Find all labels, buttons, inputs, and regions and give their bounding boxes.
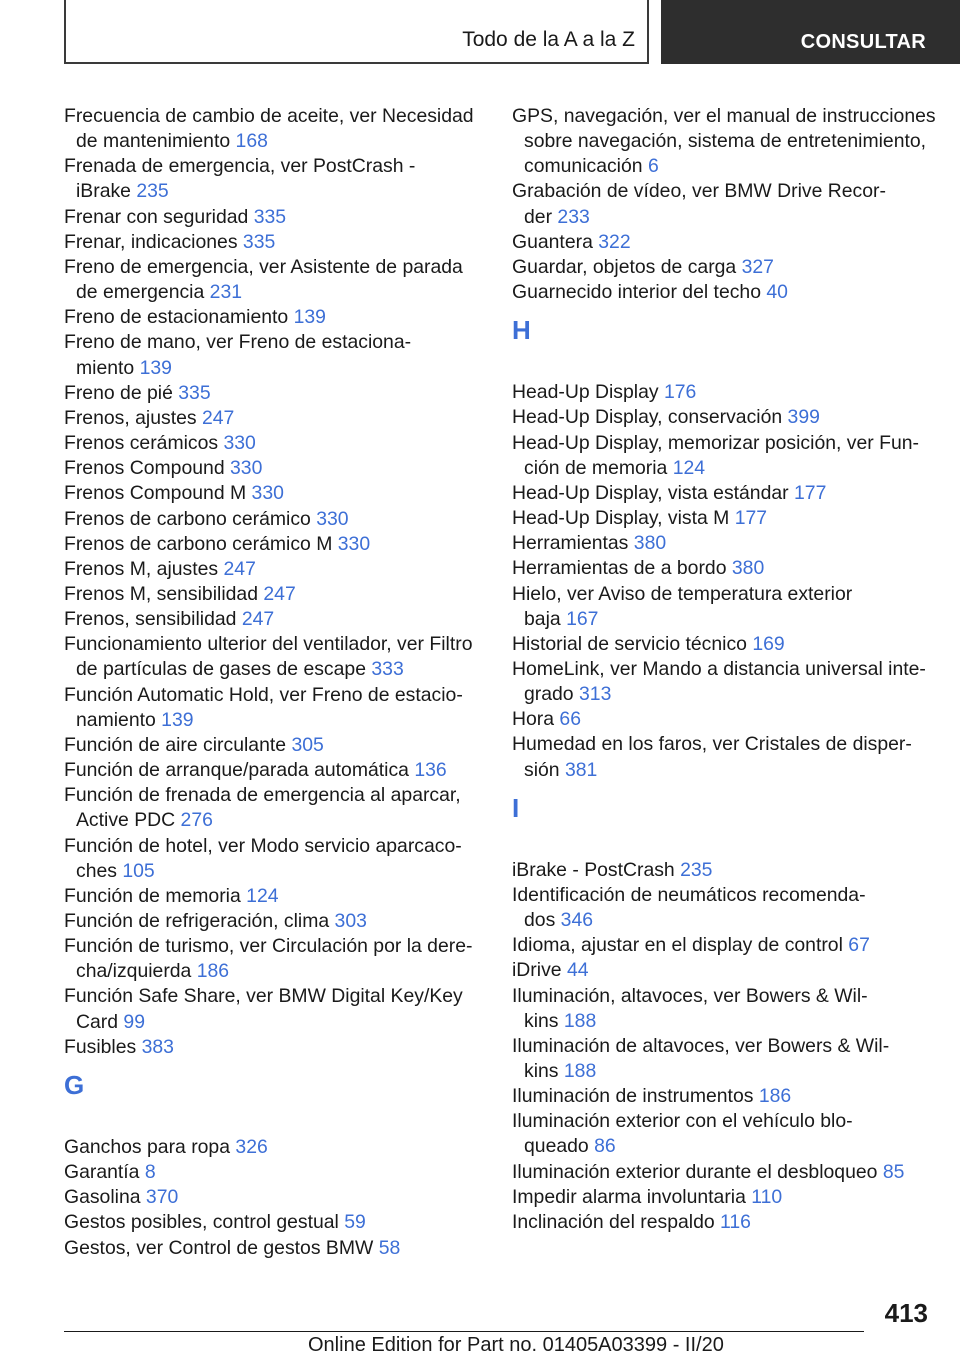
- page-reference-link[interactable]: 335: [253, 205, 287, 228]
- index-entry-text: Head-Up Display, vista estándar: [512, 481, 789, 504]
- index-entry: [64, 1236, 504, 1261]
- index-entry: [512, 883, 952, 933]
- index-entry: [512, 707, 952, 732]
- page-reference-link[interactable]: 322: [598, 230, 631, 253]
- index-entry: [64, 205, 504, 230]
- index-entry-text: Head-Up Display: [512, 381, 659, 404]
- page-reference-link[interactable]: 44: [566, 959, 589, 982]
- page-reference-link[interactable]: 67: [848, 934, 870, 957]
- index-entry-text: Iluminación exterior durante el desbloqueo: [512, 1160, 878, 1183]
- page-reference-link[interactable]: 139: [139, 356, 172, 379]
- page-reference-link[interactable]: 383: [141, 1035, 174, 1058]
- index-entry-text: Freno de pié: [64, 381, 173, 404]
- page-reference-link[interactable]: 169: [752, 632, 785, 655]
- index-entry: [64, 481, 504, 506]
- page-reference-link[interactable]: 247: [263, 582, 296, 605]
- page-reference-link[interactable]: 40: [766, 281, 788, 304]
- index-entry-text: Frenos cerámicos: [64, 432, 219, 455]
- index-entry: [512, 104, 952, 179]
- index-entry-text: Hielo, ver Aviso de temperatura exterior: [512, 582, 853, 605]
- index-entry-continuation: de partículas de gases de escape: [76, 658, 366, 681]
- index-entry: [512, 380, 952, 405]
- page-reference-link[interactable]: 380: [633, 532, 667, 555]
- index-entry-continuation: dos: [524, 909, 556, 932]
- index-entry-text: Head-Up Display, vista M: [512, 507, 730, 530]
- footer-divider: [64, 1331, 864, 1332]
- index-entry: [512, 531, 952, 556]
- index-entry-text: Iluminación de instrumentos: [512, 1085, 754, 1108]
- page-reference-link[interactable]: 330: [337, 532, 371, 555]
- index-entry: [64, 456, 504, 481]
- page-reference-link[interactable]: 139: [161, 708, 194, 731]
- index-entry-text: iBrake - PostCrash: [512, 858, 675, 881]
- index-entry-continuation: Active PDC: [76, 809, 176, 832]
- page-reference-link[interactable]: 86: [594, 1135, 616, 1158]
- page-reference-link[interactable]: 247: [241, 608, 275, 631]
- index-entry-text: Freno de emergencia, ver Asistente de parada: [64, 255, 463, 278]
- index-entry: [64, 1210, 504, 1235]
- index-entry-text: Freno de estacionamiento: [64, 306, 289, 329]
- index-entry-continuation: Card: [76, 1010, 119, 1033]
- page-reference-link[interactable]: 66: [559, 708, 581, 731]
- page-reference-link[interactable]: 333: [371, 658, 404, 681]
- index-entry-text: Humedad en los faros, ver Cristales de disper-: [512, 733, 912, 756]
- page-reference-link[interactable]: 335: [242, 230, 276, 253]
- index-entry-text: Frenada de emergencia, ver PostCrash -: [64, 155, 416, 178]
- index-entry-text: Frenos Compound: [64, 457, 225, 480]
- footer-edition: Online Edition for Part no. 01405A03399 - II/20: [308, 1334, 724, 1356]
- index-entry-text: Frecuencia de cambio de aceite, ver Necesidad: [64, 105, 474, 127]
- index-entry-continuation: baja: [524, 607, 561, 630]
- index-entry-text: Historial de servicio técnico: [512, 632, 747, 655]
- index-entry: [64, 834, 504, 884]
- index-entry-continuation: ción de memoria: [524, 456, 668, 479]
- index-entry: [512, 1185, 952, 1210]
- index-entry-text: Frenar con seguridad: [64, 205, 249, 228]
- index-entry-text: Función de aire circulante: [64, 733, 287, 756]
- page-reference-link[interactable]: 99: [123, 1010, 145, 1033]
- index-entry: [512, 431, 952, 481]
- consultar-tab[interactable]: [661, 0, 960, 64]
- index-entry-text: iDrive: [512, 959, 562, 982]
- consultar-tab-label: CONSULTAR: [800, 31, 926, 53]
- page-reference-link[interactable]: 313: [579, 683, 612, 706]
- index-entry-continuation: sobre navegación, sistema de entretenimiento,: [524, 130, 927, 153]
- index-entry-text: Función de refrigeración, clima: [64, 910, 330, 932]
- index-entry-continuation: grado: [524, 683, 574, 706]
- index-entry: [64, 330, 504, 380]
- index-entry-text: Función de hotel, ver Modo servicio aparcaco-: [64, 834, 462, 857]
- page-reference-link[interactable]: 59: [344, 1211, 366, 1234]
- index-entry: [64, 154, 504, 204]
- index-entry-text: Head-Up Display, conservación: [512, 406, 783, 429]
- index-entry: [64, 1160, 504, 1185]
- index-column-right: [512, 104, 952, 1235]
- index-entry: [64, 381, 504, 406]
- page-reference-link[interactable]: 58: [378, 1236, 401, 1259]
- index-entry-text: Iluminación, altavoces, ver Bowers & Wil-: [512, 984, 868, 1007]
- index-entry-continuation: ches: [76, 859, 117, 882]
- page-reference-link[interactable]: 168: [235, 130, 268, 153]
- page-reference-link[interactable]: 85: [882, 1160, 905, 1183]
- page-reference-link[interactable]: 330: [230, 457, 263, 480]
- index-entry-text: Frenos M, ajustes: [64, 557, 219, 580]
- index-entry-text: Herramientas de a bordo: [512, 557, 727, 580]
- index-entry-continuation: kins: [524, 1009, 559, 1032]
- index-entry: [64, 305, 504, 330]
- page-header: [64, 0, 960, 66]
- index-entry: [512, 230, 952, 255]
- page-reference-link[interactable]: 335: [178, 381, 211, 404]
- index-entry: [512, 556, 952, 581]
- index-entry-text: Gestos posibles, control gestual: [64, 1211, 339, 1234]
- index-entry-text: Head-Up Display, memorizar posición, ver Fun-: [512, 431, 919, 454]
- index-entry: [64, 632, 504, 682]
- index-entry: [512, 255, 952, 280]
- index-entry-text: Funcionamiento ulterior del ventilador, ver Filtro: [64, 633, 473, 656]
- page-reference-link[interactable]: 110: [751, 1185, 783, 1208]
- index-entry: [512, 280, 952, 305]
- page-reference-link[interactable]: 8: [144, 1161, 156, 1184]
- page-reference-link[interactable]: 380: [731, 557, 765, 580]
- page-reference-link[interactable]: 136: [414, 759, 447, 782]
- index-entry: [512, 1084, 952, 1109]
- index-entry: [64, 431, 504, 456]
- index-entry-text: Ganchos para ropa: [64, 1135, 231, 1158]
- index-entry: [512, 657, 952, 707]
- page-reference-link[interactable]: 330: [316, 507, 349, 530]
- index-entry-text: Guardar, objetos de carga: [512, 255, 737, 278]
- section-tab-label: Todo de la A a la Z: [462, 28, 635, 51]
- page-reference-link[interactable]: 247: [223, 557, 256, 580]
- page-reference-link[interactable]: 188: [563, 1009, 597, 1032]
- page-reference-link[interactable]: 231: [209, 281, 243, 304]
- page-reference-link[interactable]: 186: [758, 1085, 792, 1108]
- index-entry: [64, 230, 504, 255]
- index-letter-heading: I: [512, 792, 520, 823]
- index-entry-text: Función de memoria: [64, 884, 241, 907]
- index-entry-text: Hora: [512, 708, 555, 731]
- index-entry: [64, 683, 504, 733]
- index-entry: [64, 406, 504, 431]
- index-entry-text: Idioma, ajustar en el display de control: [512, 934, 843, 957]
- page-reference-link[interactable]: 124: [672, 456, 706, 479]
- index-entry: [512, 582, 952, 632]
- section-tab[interactable]: [64, 0, 649, 64]
- index-entry-text: Función de turismo, ver Circulación por la dere-: [64, 935, 473, 958]
- index-column-left: [64, 104, 504, 1261]
- index-entry: [64, 758, 504, 783]
- index-entry-text: Freno de mano, ver Freno de estaciona-: [64, 331, 412, 354]
- page-reference-link[interactable]: 247: [201, 406, 235, 429]
- index-entry: [512, 1109, 952, 1159]
- index-entry-text: Herramientas: [512, 532, 629, 555]
- index-entry-text: Frenos, sensibilidad: [64, 608, 237, 631]
- index-entry: [512, 858, 952, 883]
- index-entry-continuation: cha/izquierda: [76, 960, 192, 983]
- index-entry: [64, 532, 504, 557]
- index-entry: [512, 506, 952, 531]
- page-reference-link[interactable]: 177: [794, 481, 827, 504]
- index-entry: [64, 1035, 504, 1060]
- page-reference-link[interactable]: 235: [136, 180, 169, 203]
- index-entry-continuation: kins: [524, 1060, 559, 1082]
- page-reference-link[interactable]: 233: [557, 205, 590, 228]
- index-entry: [64, 984, 504, 1034]
- index-entry-text: Función de arranque/parada automática: [64, 759, 409, 782]
- page-reference-link[interactable]: 176: [663, 381, 697, 404]
- index-entry: [64, 1135, 504, 1160]
- index-entry: [64, 934, 504, 984]
- index-entry-text: Garantía: [64, 1161, 140, 1184]
- page-reference-link[interactable]: 105: [122, 859, 155, 882]
- page-reference-link[interactable]: 370: [145, 1186, 179, 1209]
- page-reference-link[interactable]: 330: [251, 482, 284, 505]
- page-reference-link[interactable]: 116: [720, 1210, 751, 1233]
- index-entry-text: Frenos M, sensibilidad: [64, 582, 258, 605]
- index-letter-heading: H: [512, 315, 531, 346]
- index-entry-continuation: miento: [76, 356, 135, 379]
- index-entry: [512, 732, 952, 782]
- page-reference-link[interactable]: 167: [566, 607, 599, 630]
- index-entry: [64, 884, 504, 909]
- index-entry-text: Inclinación del respaldo: [512, 1210, 715, 1233]
- page-reference-link[interactable]: 326: [235, 1135, 268, 1158]
- page-reference-link[interactable]: 330: [223, 432, 256, 455]
- index-entry-text: Iluminación exterior con el vehículo blo-: [512, 1110, 853, 1133]
- page-reference-link[interactable]: 177: [734, 507, 768, 530]
- index-entry-text: Fusibles: [64, 1035, 137, 1058]
- index-entry: [512, 632, 952, 657]
- page-reference-link[interactable]: 346: [560, 909, 594, 932]
- index-entry-continuation: de mantenimiento: [76, 130, 231, 153]
- page-reference-link[interactable]: 186: [196, 960, 230, 983]
- index-entry: [64, 909, 504, 934]
- page-reference-link[interactable]: 188: [563, 1060, 597, 1082]
- index-entry-text: Frenos de carbono cerámico M: [64, 532, 333, 555]
- index-entry: [64, 104, 504, 154]
- index-entry-text: Frenos de carbono cerámico: [64, 507, 311, 530]
- index-entry: [64, 607, 504, 632]
- index-entry-continuation: namiento: [76, 708, 156, 731]
- index-entry-text: Grabación de vídeo, ver BMW Drive Recor-: [512, 180, 886, 203]
- index-entry-text: Frenos, ajustes: [64, 406, 197, 429]
- index-entry: [512, 984, 952, 1034]
- index-entry-text: Gestos, ver Control de gestos BMW: [64, 1236, 374, 1259]
- page-reference-link[interactable]: 6: [647, 155, 659, 178]
- page-reference-link[interactable]: 139: [293, 306, 326, 329]
- page-reference-link[interactable]: 235: [680, 858, 713, 881]
- page-reference-link[interactable]: 399: [787, 406, 820, 429]
- index-entry: [64, 507, 504, 532]
- index-entry: [512, 1210, 952, 1235]
- index-entry-text: Función Safe Share, ver BMW Digital Key/Key: [64, 985, 463, 1008]
- index-entry-text: Gasolina: [64, 1186, 141, 1209]
- index-entry-text: Frenos Compound M: [64, 482, 247, 505]
- page-reference-link[interactable]: 276: [180, 809, 213, 832]
- page-reference-link[interactable]: 124: [246, 884, 279, 907]
- index-entry-text: Función Automatic Hold, ver Freno de estacio-: [64, 683, 463, 706]
- index-entry-continuation: sión: [524, 758, 560, 781]
- index-entry: [512, 481, 952, 506]
- index-entry: [64, 783, 504, 833]
- index-entry-text: HomeLink, ver Mando a distancia universal inte-: [512, 657, 926, 680]
- index-entry-text: Guarnecido interior del techo: [512, 281, 761, 304]
- index-entry: [512, 933, 952, 958]
- index-entry: [64, 255, 504, 305]
- page-number: 413: [884, 1298, 928, 1328]
- index-entry: [512, 1034, 952, 1084]
- index-entry-text: Identificación de neumáticos recomenda-: [512, 883, 866, 906]
- index-entry-continuation: queado: [524, 1135, 589, 1158]
- index-entry-continuation: iBrake: [76, 180, 131, 203]
- index-entry: [64, 557, 504, 582]
- index-entry: [64, 733, 504, 758]
- index-entry-text: GPS, navegación, ver el manual de instrucciones: [512, 105, 936, 127]
- index-entry-text: Impedir alarma involuntaria: [512, 1185, 746, 1208]
- index-entry: [512, 179, 952, 229]
- index-entry: [64, 582, 504, 607]
- page-reference-link[interactable]: 327: [741, 255, 774, 278]
- index-entry-continuation: de emergencia: [76, 281, 205, 304]
- index-entry-text: Guantera: [512, 230, 593, 253]
- index-entry: [512, 958, 952, 983]
- index-entry-text: Función de frenada de emergencia al aparcar,: [64, 784, 461, 807]
- index-entry: [512, 405, 952, 430]
- index-entry: [64, 1185, 504, 1210]
- page-reference-link[interactable]: 305: [291, 733, 324, 756]
- page-reference-link[interactable]: 303: [334, 910, 367, 932]
- page-reference-link[interactable]: 381: [564, 758, 598, 781]
- index-letter-heading: G: [64, 1069, 85, 1100]
- index-entry-continuation: comunicación: [524, 155, 643, 178]
- index-entry-text: Frenar, indicaciones: [64, 230, 238, 253]
- index-entry-text: Iluminación de altavoces, ver Bowers & Wil-: [512, 1034, 890, 1057]
- index-entry: [512, 1160, 952, 1185]
- index-entry-continuation: der: [524, 205, 553, 228]
